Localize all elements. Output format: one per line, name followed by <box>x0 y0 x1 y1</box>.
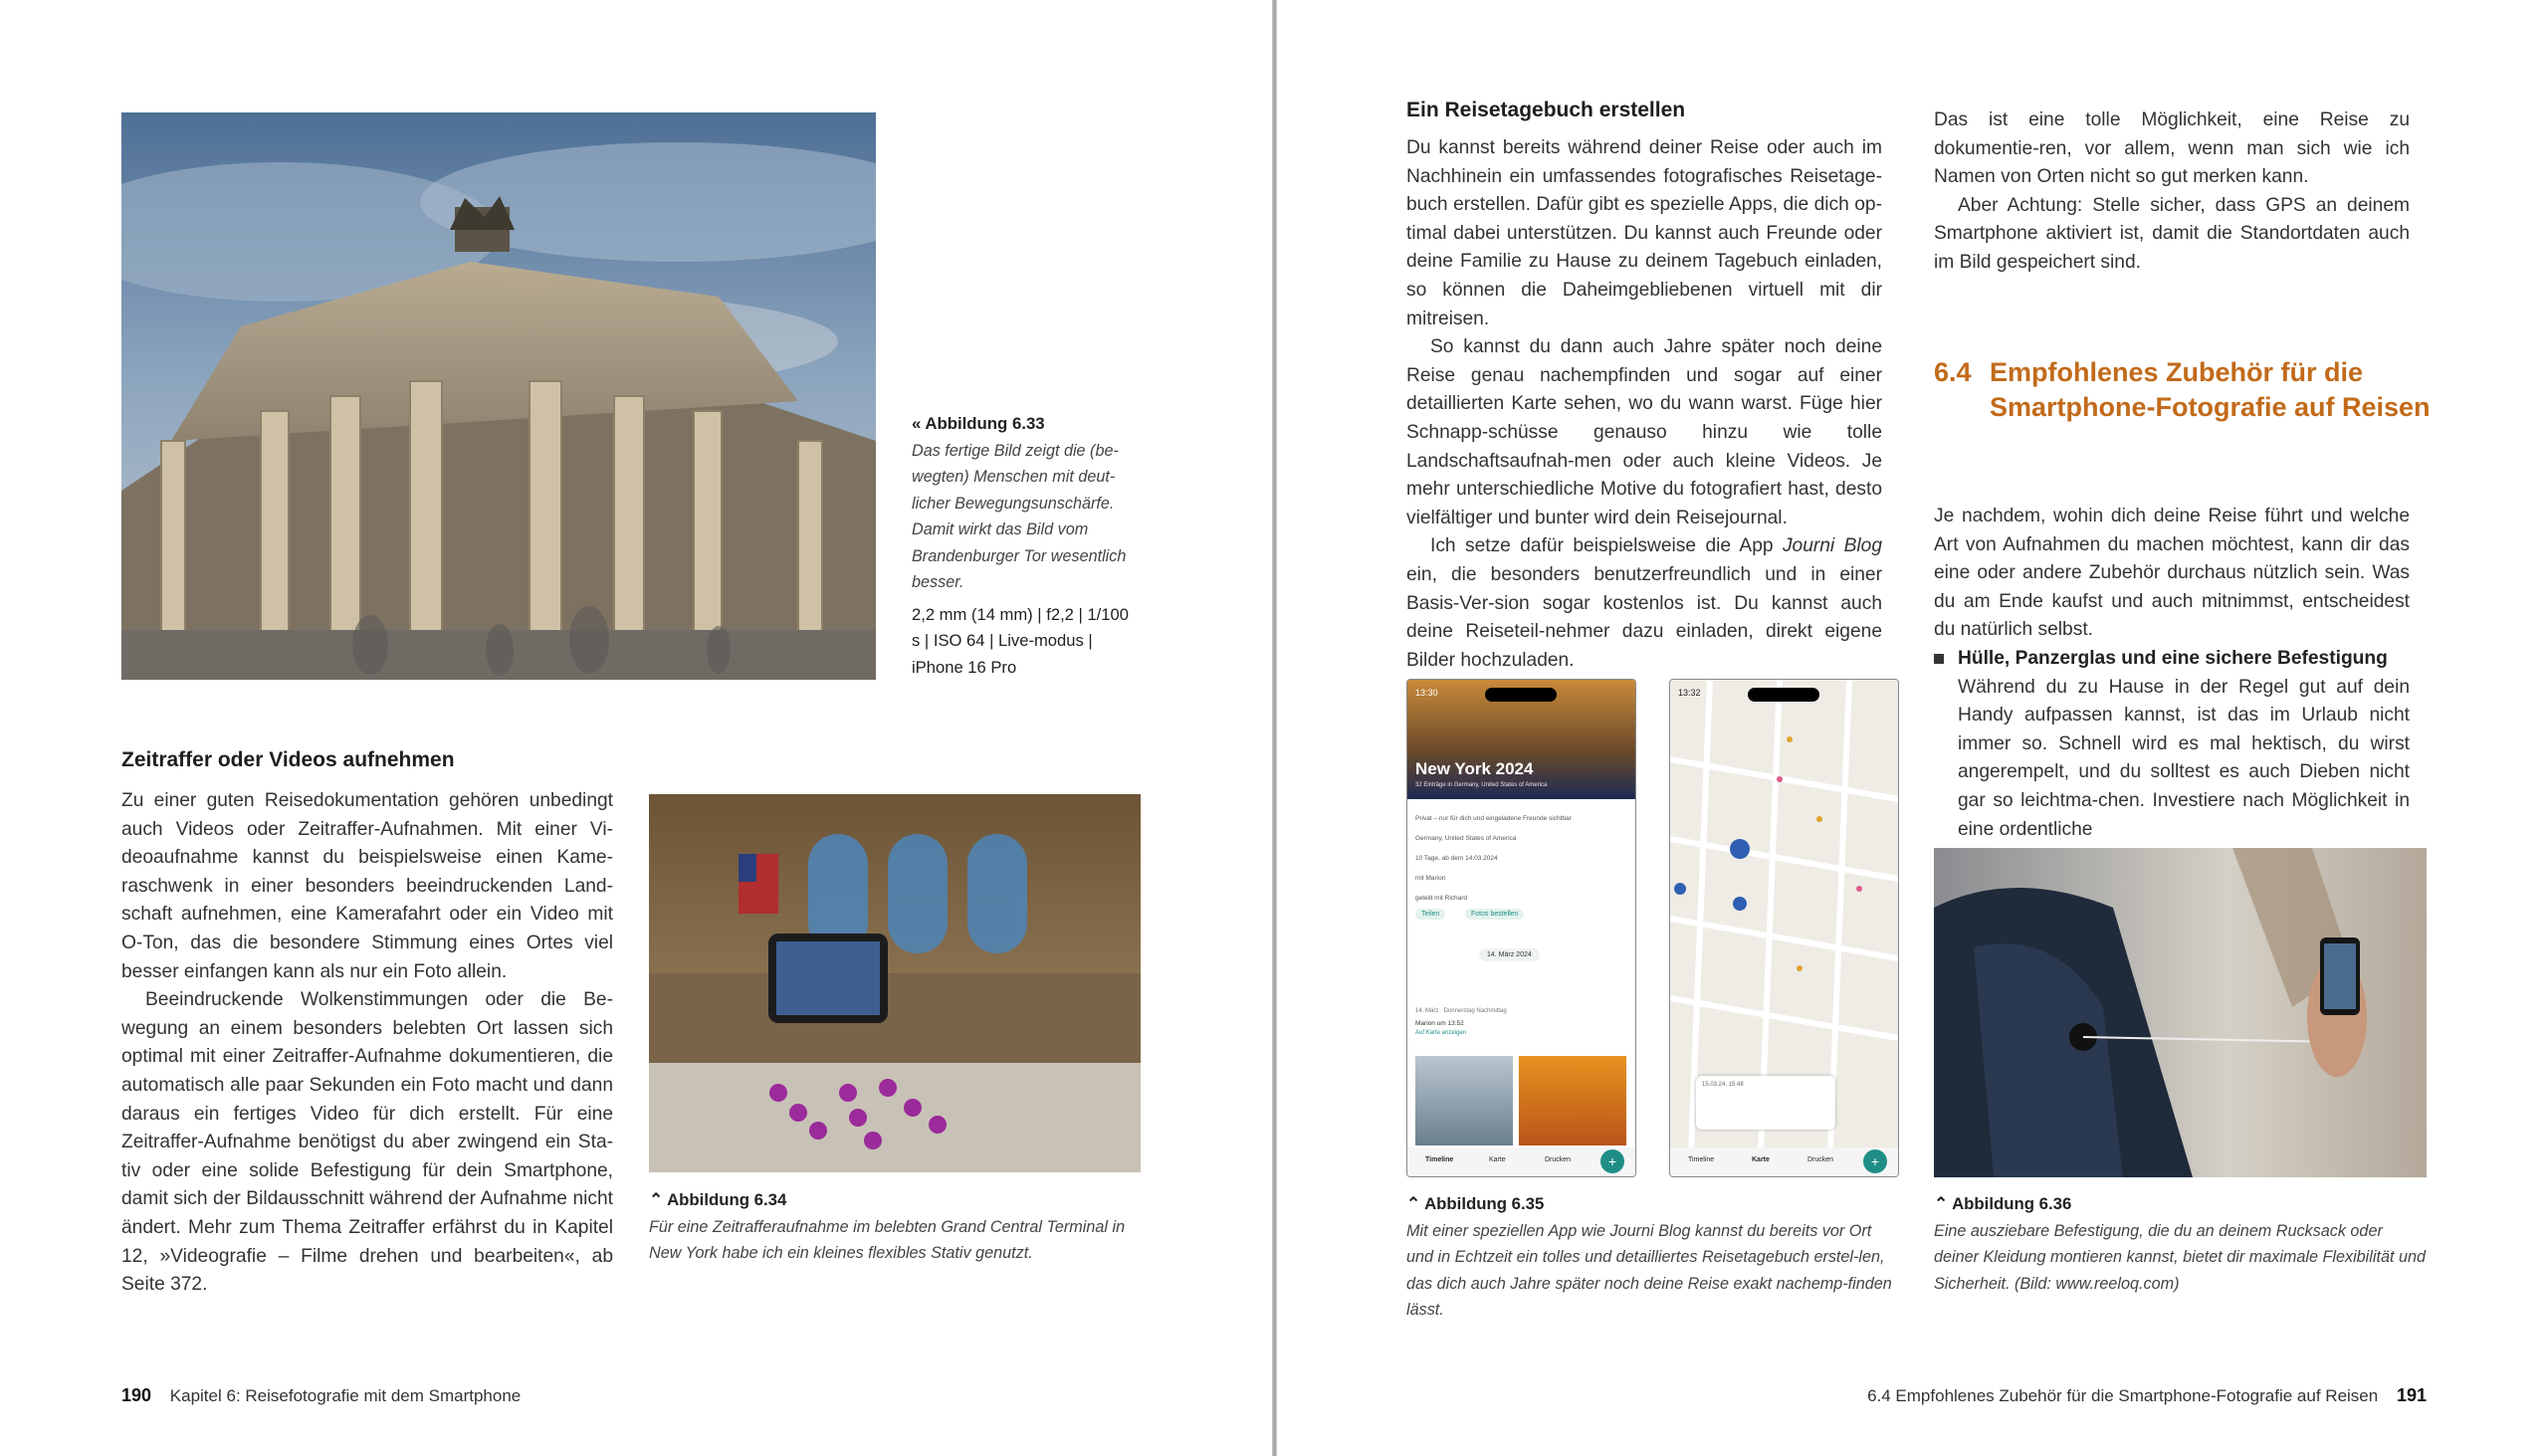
share-button[interactable]: Teilen <box>1415 909 1445 920</box>
right-page <box>1277 0 2548 1456</box>
figure-6-33-caption: « Abbildung 6.33 Das fertige Bild zeigt die (be-wegten) Menschen mit deut-licher Bewegungsunschärfe. Damit wirkt das Bild vom Brandenburger Tor wesentlich besser. 2,2 mm (14 mm) | f2,2 | 1/100 s | ISO 64 | Live-modus | iPhone 16 Pro <box>912 414 1129 677</box>
show-on-map-link[interactable]: Auf Karte anzeigen <box>1415 1030 1467 1036</box>
bottom-tab-bar <box>1670 1147 1898 1176</box>
bottom-tab-bar <box>1407 1147 1635 1176</box>
double-chevron-left-icon: « <box>912 414 922 433</box>
figure-6-36-caption: ⌃ Abbildung 6.36 Eine ausziebare Befestigung, die du an deinem Rucksack oder deiner Kleidung montieren kannst, bietet dir maximale Flexibilität und Sicherheit. (Bild: www.reeloq.com) <box>1934 1194 2426 1293</box>
page-number: 190 <box>121 1385 152 1405</box>
dynamic-island <box>1485 688 1557 702</box>
entry-photos <box>1415 1056 1626 1145</box>
left-footer <box>121 1385 521 1406</box>
journal-body-text-continued: Das ist eine tolle Möglichkeit, eine Reise zu dokumentie-ren, vor allem, wenn man sich wie ich Namen von Orten nicht so gut merken kann. Aber Achtung: Stelle sicher, dass GPS an deinem Smartphone aktiviert ist, damit die Standortdaten auch im Bild gespeichert sind. <box>1934 109 2410 273</box>
journi-app-map-screenshot: 13:32 15.03.24, 15:48 Timeline Karte Drucken + <box>1669 679 1899 1177</box>
grand-central-photo <box>649 794 1141 1172</box>
double-chevron-up-icon: ⌃ <box>1934 1194 1949 1213</box>
chapter-heading-6-4: 6.4 Empfohlenes Zubehör für die Smartphone-Fotografie auf Reisen <box>1934 357 2431 422</box>
timelapse-body-text: Zu einer guten Reisedokumentation gehören unbedingt auch Videos oder Zeitraffer-Aufnahmen. Mit einer Vi-deoaufnahme kannst du beispielsweise einen Kame-raschwenk in einer besonders beeindruckenden Land-schaft aufnehmen, eine Kamerafahrt oder ein Video mit O-Ton, das die besondere Stimmung eines Ortes viel besser einfangen kann als nur ein Foto allein. Beeindruckende Wolkenstimmungen oder die Be-wegung an einem besonders belebten Ort lassen sich optimal mit einer Zeitraffer-Aufnahme dokumentieren, die automatisch alle paar Sekunden ein Foto macht und dann daraus ein fertiges Video für dich erstellt. Für eine Zeitraffer-Aufnahme benötigst du aber zwingend ein Sta-tiv oder eine solide Befestigung für dein Smartphone, damit sich der Bildausschnitt während der Aufnahme nicht ändert. Mehr zum Thema Zeitraffer erfährst du in Kapitel 12, »Videografie – Filme drehen und bearbeiten«, ab Seite 372. <box>121 790 613 1296</box>
double-chevron-up-icon: ⌃ <box>1406 1194 1421 1213</box>
reeloq-mount-photo <box>1934 848 2427 1177</box>
brandenburg-gate-photo <box>121 112 876 680</box>
tab-map[interactable]: Karte <box>1752 1156 1770 1163</box>
tab-map[interactable]: Karte <box>1489 1156 1506 1163</box>
figure-6-35-caption: ⌃ Abbildung 6.35 Mit einer speziellen App wie Journi Blog kannst du bereits vor Ort und in Echtzeit ein tolles und detailliertes Reisetagebuch erstel-len, das dich auch Jahre später noch deine Reise exakt nachemp-finden lässt. <box>1406 1194 1892 1319</box>
page-number: 191 <box>2396 1385 2427 1405</box>
date-chip: 14. März 2024 <box>1479 948 1540 961</box>
left-page <box>0 0 1272 1456</box>
add-entry-button[interactable]: + <box>1863 1149 1887 1173</box>
map-entry-card[interactable]: 15.03.24, 15:48 <box>1696 1076 1835 1130</box>
journal-body-text: Du kannst bereits während deiner Reise oder auch im Nachhinein ein umfassendes fotografisches Reisetage-buch erstellen. Dafür gibt es spezielle Apps, die dich op-timal dabei unterstützen. Du kannst auch Freunde oder deine Familie zu Hause zu deinem Tagebuch einladen, so können die Daheimgebliebenen virtuell mit dir mitreisen. So kannst du dann auch Jahre später noch deine Reise genau nachempfinden und sogar auf einer detaillierten Karte sehen, wo du wann warst. Füge hier Schnapp-schüsse genauso hinzu wie tolle Landschaftsaufnah-men oder auch kleine Videos. Je mehr unterschiedliche Motive du fotografiert hast, desto vielfältiger und bunter wird dein Reisejournal. Ich setze dafür beispielsweise die App Journi Blog ein, die besonders benutzerfreundlich und in einer Basis-Ver-sion sogar kostenlos ist. Du kannst auch deine Reiseteil-nehmer dazu einladen, direkt eigene Bilder hochzuladen. <box>1406 137 1882 671</box>
tab-timeline[interactable]: Timeline <box>1425 1156 1454 1163</box>
section-heading-timelapse: Zeitraffer oder Videos aufnehmen <box>121 748 455 771</box>
right-footer <box>1867 1385 2427 1406</box>
trip-header: 13:30 New York 2024 32 Einträge in Germany, United States of America <box>1407 680 1635 799</box>
tab-print[interactable]: Drucken <box>1807 1156 1834 1163</box>
add-entry-button[interactable]: + <box>1600 1149 1624 1173</box>
running-header: Kapitel 6: Reisefotografie mit dem Smartphone <box>169 1386 522 1405</box>
journi-app-trip-screenshot: 13:30 New York 2024 32 Einträge in Germany, United States of America Privat – nur für dich und eingeladene Freunde sichtbar Germany, United States of America 10 Tage, ab dem 14.03.2024 mit Marion geteilt mit Richard Teilen Fotos bestellen 14. März 2024 14. März · Donnerstag Nachmittag Marion um 13:52 Auf Karte anzeigen Timeline Karte Drucken + <box>1406 679 1636 1177</box>
figure-6-34-caption: ⌃ Abbildung 6.34 Für eine Zeitrafferaufnahme im belebten Grand Central Terminal in New York habe ich ein kleines flexibles Stativ genutzt. <box>649 1190 1126 1262</box>
tab-timeline[interactable]: Timeline <box>1688 1156 1715 1163</box>
accessories-intro: Je nachdem, wohin dich deine Reise führt und welche Art von Aufnahmen du machen möchtest, kann dir das eine oder andere Zubehör durchaus nützlich sein. Was du am Ende kaufst und auch mitnimmst, entscheidest du natürlich selbst. <box>1934 506 2410 641</box>
section-heading-travel-journal: Ein Reisetagebuch erstellen <box>1406 99 1686 121</box>
bullet-square-icon <box>1934 654 1944 664</box>
order-photos-button[interactable]: Fotos bestellen <box>1465 909 1524 920</box>
running-header: 6.4 Empfohlenes Zubehör für die Smartphone-Fotografie auf Reisen <box>1867 1386 2379 1405</box>
bullet-case-and-mount: Hülle, Panzerglas und eine sichere Befestigung Während du zu Hause in der Regel gut auf dein Handy aufpassen kannst, ist das im Urlaub nicht immer so. Schnell wird es mal hektisch, du wirst angerempelt, und du solltest es auch Dieben nicht gar so leichtma-chen. Investiere nach Möglichkeit in eine ordentliche <box>1934 645 2410 844</box>
dynamic-island <box>1748 688 1819 702</box>
double-chevron-up-icon: ⌃ <box>649 1190 664 1209</box>
tab-print[interactable]: Drucken <box>1545 1156 1572 1163</box>
